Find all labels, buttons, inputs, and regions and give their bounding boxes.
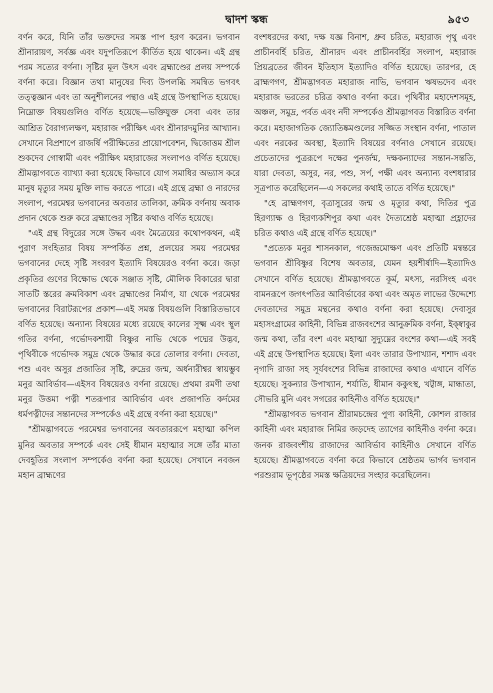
page-number: ৯৫৩ bbox=[447, 13, 469, 26]
running-title: দ্বাদশ স্কন্ধ bbox=[225, 13, 268, 26]
right-text-column bbox=[254, 30, 476, 685]
page-header bbox=[0, 8, 493, 28]
paragraph: "শ্রীমদ্ভাগবত ভগবান শ্রীরামচন্দ্রের পুণ্য কাহিনী, কোশল রাজার কাহিনী এবং মহারাজ নিমির জড়দেহ ত্যাগের কাহিনীও বর্ণনা করে। জনক রাজবংশীয় রাজাদের আবির্ভাব কাহিনীও সেখানে বর্ণিত হয়েছে। শ্রীমদ্ভাগবতে বর্ণনা করে কিভাবে শ্রেষ্ঠতম ভার্গব ভগবান পরশুরাম ভূপৃষ্ঠের সমস্ত ক্ষত্রিয়দের সংহার করেছিলেন। bbox=[254, 409, 476, 480]
paragraph: "হে ব্রাহ্মণগণ, বৃত্রাসুরের জন্ম ও মৃত্যুর কথা, দিতির পুত্র হিরণ্যাক্ষ ও হিরণ্যকশিপুর কথা এবং দৈত্যশ্রেষ্ঠ মহাত্মা প্রহ্লাদের চরিত কথাও এই গ্রন্থে বর্ণিত হয়েছে।" bbox=[254, 198, 476, 239]
paragraph: বর্ণন করে, যিনি তাঁর ভক্তদের সমস্ত পাপ হরণ করেন। ভগবান শ্রীনারায়ণ, সর্বজ্ঞ এবং যদুপতিরূপে কীর্তিত হয়ে থাকেন। এই গ্রন্থ পরম সত্যের বর্ণনা। সৃষ্টির মূল উৎস এবং ব্রহ্মাণ্ডের প্রলয় সম্পর্কে বর্ণনা করে। বিজ্ঞান তথা মানুষের দিব্য উপলব্ধি সমন্বিত ভগবৎ তত্ত্বজ্ঞান এবং তা অনুশীলনের পন্থাও এই গ্রন্থে উপস্থাপিত হয়েছে। নিম্নোক্ত বিষয়গুলিও বর্ণিত হয়েছে—ভক্তিযুক্ত সেবা এবং তার আশ্রিত বৈরাগ্যলক্ষণ, মহারাজ পরীক্ষিৎ এবং শ্রীনারদমুনির আখ্যান। সেখানে বিপ্রশাপে রাজর্ষি পরীক্ষিতের প্রায়োপবেশন, দ্বিজোত্তম শ্রীল শুকদেব গোস্বামী এবং পরীক্ষিৎ মহারাজের সংলাপও বর্ণিত হয়েছে। শ্রীমদ্ভাগবতে ব্যাখ্যা করা হয়েছে কিভাবে যোগ সমাধির অভ্যাস করে মানুষ মৃত্যুর সময় মুক্তি লাভ করতে পারে। এই গ্রন্থে ব্রহ্মা ও নারদের সংলাপ, পরমেশ্বর ভগবানের অবতার তালিকা, ক্রমিক বর্ণনায় অবাক প্রদান থেকে শুরু করে ব্রহ্মাণ্ডের সৃষ্টির কথাও বর্ণিত হয়েছে। bbox=[18, 32, 240, 224]
paragraph: "এই গ্রন্থ বিদুরের সঙ্গে উদ্ধব এবং মৈত্রেয়ের কথোপকথন, এই পুরাণ সংহিতার বিষয় সম্পর্কিত প্রশ্ন, প্রলয়ের সময় পরমেশ্বর ভগবানের দেহে সৃষ্টি সংবরণ ইত্যাদি বিষয়েরও বর্ণনা করে। জড়া প্রকৃতির গুণের বিক্ষোভ থেকে সঞ্জাত সৃষ্টি, মৌলিক বিকারের দ্বারা সাতটি স্তরের ক্রমবিকাশ এবং ব্রহ্মাণ্ডের নির্মাণ, যা থেকে পরমেশ্বর ভগবানের বিরাটরূপের প্রকাশ—এই সমস্ত বিষয়গুলি বিস্তারিতভাবে বর্ণিত হয়েছে। অন্যান্য বিষয়ের মধ্যে রয়েছে কালের সূক্ষ্ম এবং স্থূল গতির বর্ণনা, গর্ভোদকশায়ী বিষ্ণুর নাভি থেকে পদ্মের উদ্ভব, পৃথিবীকে গর্ভোদক সমুদ্র থেকে উদ্ধার করে তোলার বর্ণনা। দেবতা, পশু এবং অসুর প্রজাতির সৃষ্টি, রুদ্রের জন্ম, অর্ধনারীশ্বর স্বায়ম্ভুব মনুর আবির্ভাব—এইসব বিষয়েরও বর্ণনা রয়েছে। প্রথমা রমণী তথা মনুর উত্তমা পত্নী শতরূপার আবির্ভাব এবং প্রজাপতি কর্দমের ধর্মপত্নীদের সন্তানদের সম্পর্কেও এই গ্রন্থে বর্ণনা করা হয়েছে।" bbox=[18, 228, 240, 420]
paragraph: বংশধরদের কথা, দক্ষ যজ্ঞ বিনাশ, ধ্রুব চরিত, মহারাজ পৃথু এবং প্রাচীনবর্হি চরিত, শ্রীনারদ এবং প্রাচীনবর্হির সংলাপ, মহারাজ প্রিয়ব্রতের জীবন ইতিহাস ইত্যাদিও বর্ণিত হয়েছে। তারপর, হে ব্রাহ্মণগণ, শ্রীমদ্ভাগবত মহারাজ নাভি, ভগবান ঋষভদেব এবং মহারাজ ভরতের চরিত্র কথাও বর্ণনা করে। পৃথিবীর মহাদেশসমূহ, অঞ্চল, সমুদ্র, পর্বত এবং নদী সম্পর্কেও শ্রীমদ্ভাগবত বিস্তারিত বর্ণনা করে। মহাজাগতিক জ্যোতিষ্কমণ্ডলের সজ্জিত সংস্থান বর্ণনা, পাতাল এবং নরকের অবস্থা, ইত্যাদি বিষয়ের বর্ণনাও সেখানে রয়েছে। প্রচেতাদের পুত্ররূপে দক্ষের পুনর্জন্ম, দক্ষকন্যাদের সন্তান-সন্ততি, যারা দেবতা, অসুর, নর, পশু, সর্প, পক্ষী এবং অন্যান্য বংশধারার সূত্রপাত করেছিলেন—এ সকলের কথাই তাতে বর্ণিত হয়েছে।" bbox=[254, 32, 476, 193]
paragraph: "শ্রীমদ্ভাগবতে পরমেশ্বর ভগবানের অবতাররূপে মহাত্মা কপিল মুনির অবতার সম্পর্কে এবং সেই ধীমান মহাত্মার সঙ্গে তাঁর মাতা দেবহূতির সংলাপ সম্পর্কেও বর্ণনা করা হয়েছে। সেখানে নবজন মহান ব্রাহ্মণের bbox=[18, 424, 240, 480]
paragraph: "প্রত্যেক মনুর শাসনকাল, গজেন্দ্রমোক্ষণ এবং প্রতিটি মন্বন্তরে ভগবান শ্রীবিষ্ণুর বিশেষ অবতার, যেমন হয়শীর্ষাদি—ইত্যাদিও সেখানে বর্ণিত হয়েছে। শ্রীমদ্ভাগবতে কূর্ম, মৎস্য, নরসিংহ এবং বামনরূপে জগৎপতির আবির্ভাবের কথা এবং অমৃত লাভের উদ্দেশ্যে দেবতাদের সমুদ্র মন্থনের কথাও বর্ণনা করা হয়েছে। দেবাসুর মহাসংগ্রামের কাহিনী, বিভিন্ন রাজবংশের আনুক্রমিক বর্ণনা, ইক্ষ্বাকুর জন্ম কথা, তাঁর বংশ এবং মহাত্মা সুদ্যুম্নের বংশের কথা—এই সবই এই গ্রন্থে উপস্থাপিত হয়েছে। ইলা এবং তারার উপাখ্যান, শশাদ এবং নৃগাদি রাজা সহ সূর্যবংশের বিভিন্ন রাজাদের কথাও এখানে বর্ণিত হয়েছে। সুকন্যার উপাখ্যান, শর্যাতি, ধীমান ককুৎস্থ, খট্বাঙ্গ, মান্ধাতা, সৌভরি মুনি এবং সগরের কাহিনীও বর্ণিত হয়েছে।" bbox=[254, 243, 476, 405]
left-text-column bbox=[18, 30, 240, 685]
